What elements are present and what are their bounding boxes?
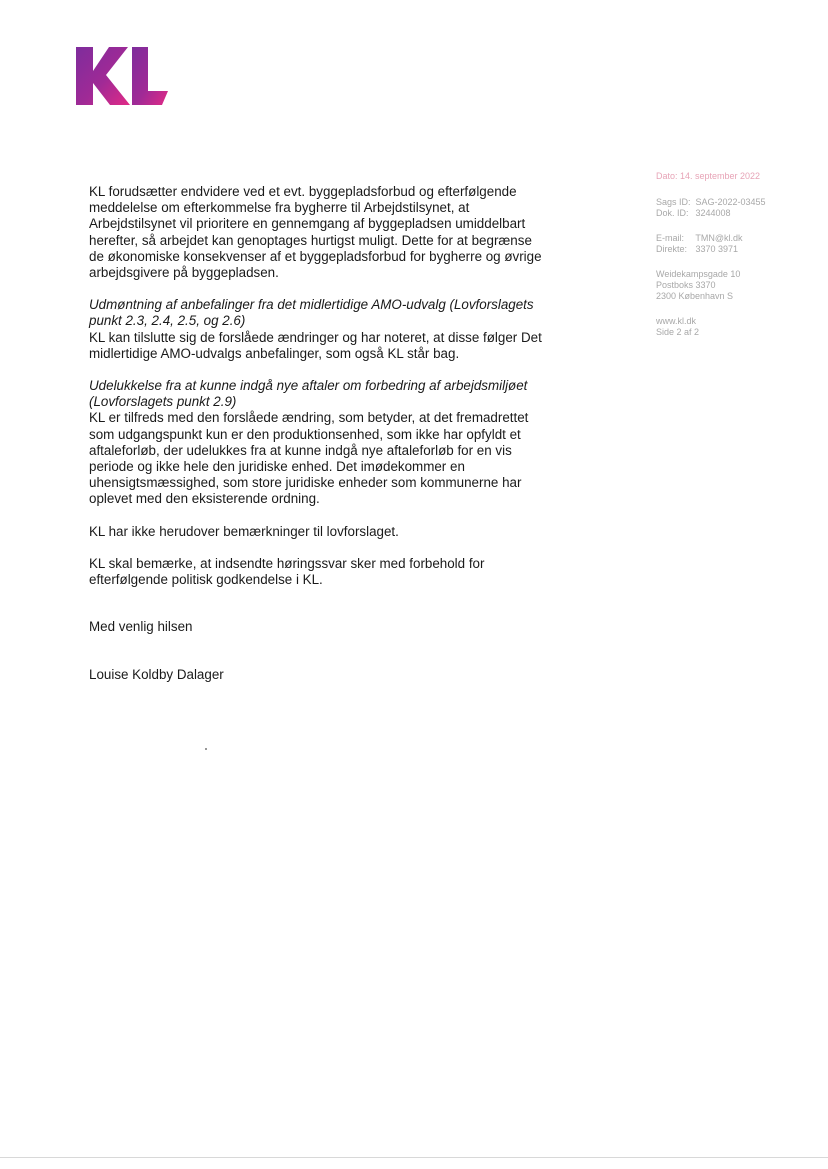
phone-row bbox=[656, 244, 816, 255]
logo-letter-k bbox=[76, 47, 130, 105]
postal-address bbox=[656, 269, 816, 302]
kl-logo bbox=[76, 45, 168, 107]
section-amo-recommendations bbox=[89, 297, 549, 362]
signature-name: Louise Koldby Dalager bbox=[89, 667, 224, 683]
doc-id-label: Dok. ID: bbox=[656, 208, 689, 218]
letter-body bbox=[89, 184, 549, 700]
email-value: TMN@kl.dk bbox=[695, 233, 743, 243]
page-number: Side 2 af 2 bbox=[656, 327, 700, 337]
scan-speck bbox=[205, 748, 207, 750]
section-text: KL kan tilslutte sig de forslåede ændringer og har noteret, at disse følger Det midlertidige AMO-udvalgs anbefalinger, som også KL står bag. bbox=[89, 329, 542, 361]
paragraph-no-further-remarks: KL har ikke herudover bemærkninger til lovforslaget. bbox=[89, 523, 399, 539]
document-meta-sidebar bbox=[656, 171, 816, 352]
paragraph-political-reservation: KL skal bemærke, at indsendte høringssvar sker med forbehold for efterfølgende politisk godkendelse i KL. bbox=[89, 555, 485, 588]
page-bottom-edge bbox=[0, 1157, 828, 1158]
phone-label: Direkte: bbox=[656, 244, 688, 254]
case-id-label: Sags ID: bbox=[656, 197, 691, 207]
section-text: KL er tilfreds med den forslåede ændring, som betyder, at det fremadrettet som udgangspunkt kun er den produktionsenhed, som ikke har opfyldt et aftaleforløb, der udelukkes fra at kunne indgå nye aftaleforløb for en vis periode og ikke hele den juridiske enhed. Det imødekommer en uhensigtsmæssighed, som store juridiske enheder som kommunerne har oplevet med den eksisterende ordning. bbox=[89, 410, 529, 507]
case-id-row bbox=[656, 197, 816, 208]
phone-value: 3370 3971 bbox=[695, 244, 739, 254]
section-heading: Udelukkelse fra at kunne indgå nye aftaler om forbedring af arbejdsmiljøet (Lovforslagets punkt 2.9) bbox=[89, 378, 528, 410]
doc-id-row bbox=[656, 208, 816, 219]
address-line: Weidekampsgade 10 bbox=[656, 269, 741, 279]
case-ids bbox=[656, 197, 816, 219]
section-heading: Udmøntning af anbefalinger fra det midlertidige AMO-udvalg (Lovforslagets punkt 2.3, 2.4, 2.5, og 2.6) bbox=[89, 297, 534, 329]
logo-letter-l bbox=[132, 47, 168, 105]
address-line: Postboks 3370 bbox=[656, 280, 716, 290]
paragraph-construction-ban: KL forudsætter endvidere ved et evt. byggepladsforbud og efterfølgende meddelelse om efterkommelse fra bygherre til Arbejdstilsynet, at Arbejdstilsynet vil prioritere en gennemgang af byggepladsen umiddelbart herefter, så arbejdet kan genoptages hurtigst muligt. Dette for at begrænse de økonomiske konsekvenser af et byggepladsforbud for bygherre og øvrige arbejdsgivere på byggepladsen. bbox=[89, 184, 542, 281]
section-exclusion-agreements bbox=[89, 378, 549, 508]
email-row bbox=[656, 233, 816, 244]
address-line: 2300 København S bbox=[656, 291, 734, 301]
case-id-value: SAG-2022-03455 bbox=[695, 197, 766, 207]
document-date: Dato: 14. september 2022 bbox=[656, 171, 761, 181]
doc-id-value: 3244008 bbox=[695, 208, 731, 218]
website: www.kl.dk bbox=[656, 316, 697, 326]
closing-greeting: Med venlig hilsen bbox=[89, 619, 193, 635]
contact-info bbox=[656, 233, 816, 255]
page-footer-info bbox=[656, 316, 816, 338]
email-label: E-mail: bbox=[656, 233, 685, 243]
